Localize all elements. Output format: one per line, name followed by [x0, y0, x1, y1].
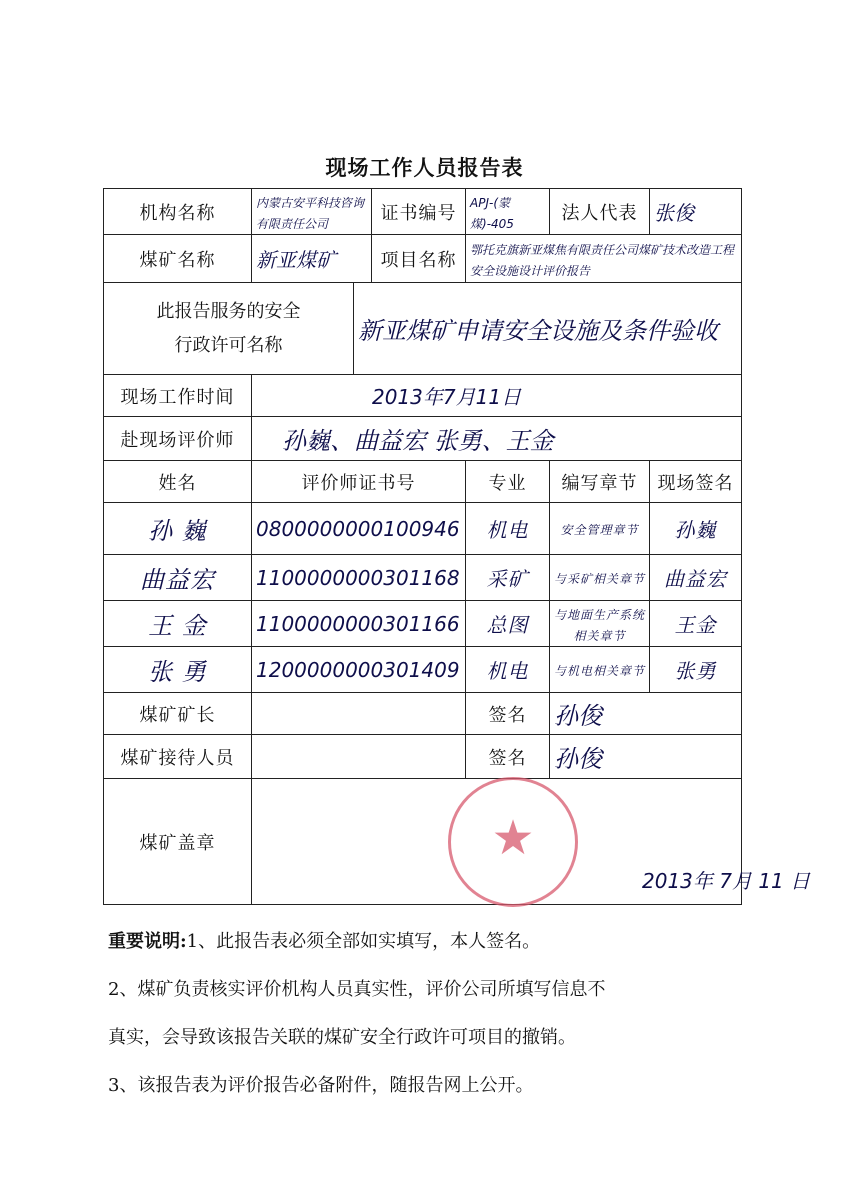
- note-line-2a: 2、煤矿负责核实评价机构人员真实性，评价公司所填写信息不: [108, 979, 606, 1000]
- value-work-time: [252, 375, 742, 417]
- col-header-name: 姓名: [104, 461, 252, 503]
- row-work-time: [104, 375, 742, 417]
- value-mine-receiver: [252, 735, 466, 779]
- evaluator-name: 孙 巍: [148, 517, 207, 545]
- label-project-name: 项目名称: [372, 235, 466, 283]
- note-line-1: [108, 918, 748, 966]
- value-evaluators: [252, 417, 742, 461]
- value-cert-no: [466, 189, 550, 235]
- value-org-name: [252, 189, 372, 235]
- evaluator-name: 曲益宏: [140, 566, 215, 594]
- evaluator-signature: 王金: [674, 613, 717, 637]
- director-signature-handwriting: 孙俊: [554, 702, 603, 730]
- evaluator-name: 王 金: [148, 612, 207, 640]
- col-header-major: 专业: [466, 461, 550, 503]
- label-legal-rep: 法人代表: [550, 189, 650, 235]
- label-receiver-signature: 签名: [466, 735, 550, 779]
- value-mine-director: [252, 693, 466, 735]
- col-header-cert: 评价师证书号: [252, 461, 466, 503]
- evaluator-chapter: 安全管理章节: [560, 523, 639, 537]
- important-notes: [108, 918, 748, 1110]
- note-line-3: 3、该报告表为评价报告必备附件，随报告网上公开。: [108, 1075, 534, 1096]
- note-1-text: 1、此报告表必须全部如实填写，本人签名。: [186, 931, 541, 952]
- report-form-table: [103, 188, 811, 905]
- project-name-handwriting: 鄂托克旗新亚煤焦有限责任公司煤矿技术改造工程安全设施设计评价报告: [470, 242, 735, 278]
- evaluator-name: 张 勇: [148, 658, 207, 686]
- value-receiver-signature: [550, 735, 742, 779]
- value-project-name: [466, 235, 742, 283]
- legal-rep-handwriting: 张俊: [654, 201, 695, 225]
- value-director-signature: [550, 693, 742, 735]
- label-permit-line2: 行政许可名称: [174, 334, 283, 356]
- evaluator-chapter: 与地面生产系统相关章节: [554, 607, 646, 643]
- label-mine-receiver: 煤矿接待人员: [104, 735, 252, 779]
- evaluator-cert: 1200000000301409: [256, 657, 460, 682]
- row-permit: [104, 283, 742, 375]
- label-mine-director: 煤矿矿长: [104, 693, 252, 735]
- evaluator-major: 总图: [486, 613, 529, 637]
- work-time-handwriting: 2013年7月11日: [372, 385, 522, 409]
- label-evaluators: 赴现场评价师: [104, 417, 252, 461]
- row-mine: [104, 235, 742, 283]
- value-permit: [354, 283, 742, 375]
- label-permit: [104, 283, 354, 375]
- label-mine-name: 煤矿名称: [104, 235, 252, 283]
- value-mine-seal: [252, 779, 811, 905]
- table-row: [104, 647, 742, 693]
- label-permit-line1: 此报告服务的安全: [156, 300, 301, 322]
- note-line-2b: 真实，会导致该报告关联的煤矿安全行政许可项目的撤销。: [108, 1027, 576, 1048]
- company-seal-stamp: [448, 777, 578, 907]
- col-header-chapter: 编写章节: [550, 461, 650, 503]
- page-title: 现场工作人员报告表: [325, 155, 524, 180]
- evaluator-major: 机电: [486, 659, 529, 683]
- label-cert-no: 证书编号: [372, 189, 466, 235]
- evaluators-handwriting: 孙巍、曲益宏 张勇、王金: [282, 427, 554, 455]
- label-org-name: 机构名称: [104, 189, 252, 235]
- evaluator-chapter: 与采矿相关章节: [554, 572, 646, 586]
- permit-name-handwriting: 新亚煤矿申请安全设施及条件验收: [358, 317, 718, 345]
- value-legal-rep: [650, 189, 742, 235]
- receiver-signature-handwriting: 孙俊: [554, 745, 603, 773]
- mine-name-handwriting: 新亚煤矿: [256, 248, 336, 272]
- row-evaluator-header: [104, 461, 742, 503]
- row-org: [104, 189, 742, 235]
- label-mine-seal: 煤矿盖章: [104, 779, 252, 905]
- cert-no-handwriting: APJ-(蒙煤)-405: [470, 195, 514, 231]
- value-mine-name: [252, 235, 372, 283]
- evaluator-signature: 孙巍: [674, 518, 717, 542]
- evaluator-major: 机电: [486, 518, 529, 542]
- label-work-time: 现场工作时间: [104, 375, 252, 417]
- col-header-sign: 现场签名: [650, 461, 742, 503]
- row-mine-director: [104, 693, 742, 735]
- seal-date-handwriting: 2013年 7月 11 日: [642, 869, 811, 893]
- evaluator-cert: 1100000000301168: [256, 565, 460, 590]
- row-mine-seal: [104, 779, 742, 905]
- label-director-signature: 签名: [466, 693, 550, 735]
- evaluator-signature: 曲益宏: [664, 567, 728, 591]
- table-row: [104, 601, 742, 647]
- row-mine-receiver: [104, 735, 742, 779]
- evaluator-cert: 1100000000301166: [256, 611, 460, 636]
- row-evaluators: [104, 417, 742, 461]
- seal-star-icon: ★: [491, 810, 535, 866]
- org-name-handwriting: 内蒙古安平科技咨询有限责任公司: [256, 195, 365, 231]
- evaluator-major: 采矿: [486, 567, 529, 591]
- evaluator-signature: 张勇: [674, 659, 717, 683]
- evaluator-chapter: 与机电相关章节: [554, 664, 646, 678]
- evaluator-cert: 0800000000100946: [256, 516, 460, 541]
- notes-heading: 重要说明:: [108, 931, 187, 952]
- table-row: [104, 503, 742, 555]
- table-row: [104, 555, 742, 601]
